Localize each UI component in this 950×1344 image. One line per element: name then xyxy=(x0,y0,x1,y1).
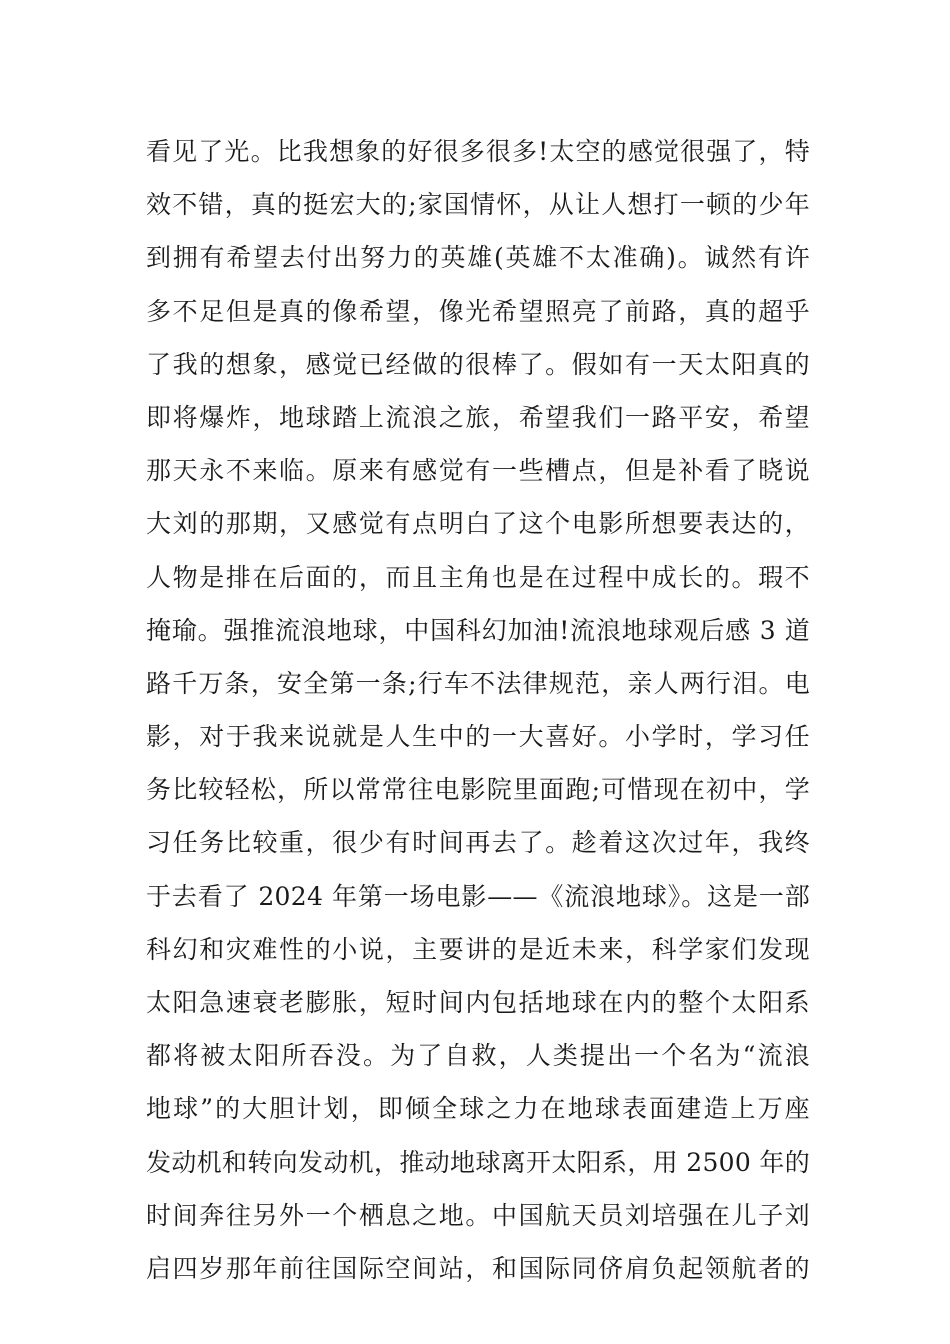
text-line: 习任务比较重，很少有时间再去了。趁着这次过年，我终 xyxy=(146,828,810,858)
text-line: 影，对于我来说就是人生中的一大喜好。小学时，学习任 xyxy=(146,722,810,752)
text-line: 看见了光。比我想象的好很多很多!太空的感觉很强了，特 xyxy=(146,137,810,166)
text-line: 多不足但是真的像希望，像光希望照亮了前路，真的超乎 xyxy=(146,296,810,326)
text-line: 于去看了 2024 年第一场电影——《流浪地球》。这是一部 xyxy=(146,881,810,911)
text-line: 即将爆炸，地球踏上流浪之旅，希望我们一路平安，希望 xyxy=(146,402,810,432)
text-line: 时间奔往另外一个栖息之地。中国航天员刘培强在儿子刘 xyxy=(146,1200,810,1230)
text-line: 那天永不来临。原来有感觉有一些槽点，但是补看了晓说 xyxy=(146,456,810,486)
text-line: 地球”的大胆计划，即倾全球之力在地球表面建造上万座 xyxy=(146,1094,810,1124)
text-line: 务比较轻松，所以常常往电影院里面跑;可惜现在初中，学 xyxy=(146,775,810,805)
text-line: 都将被太阳所吞没。为了自救，人类提出一个名为“流浪 xyxy=(146,1041,810,1071)
text-line: 人物是排在后面的，而且主角也是在过程中成长的。瑕不 xyxy=(146,562,810,592)
text-line: 启四岁那年前往国际空间站，和国际同侪肩负起领航者的 xyxy=(146,1253,810,1283)
body-text xyxy=(146,125,810,1295)
text-line: 发动机和转向发动机，推动地球离开太阳系，用 2500 年的 xyxy=(146,1147,810,1177)
text-line: 效不错，真的挺宏大的;家国情怀，从让人想打一顿的少年 xyxy=(146,190,810,220)
text-line: 掩瑜。强推流浪地球，中国科幻加油!流浪地球观后感 3 道 xyxy=(146,615,810,645)
text-line: 太阳急速衰老膨胀，短时间内包括地球在内的整个太阳系 xyxy=(146,988,810,1017)
text-line: 大刘的那期，又感觉有点明白了这个电影所想要表达的， xyxy=(146,509,810,539)
text-line: 科幻和灾难性的小说，主要讲的是近未来，科学家们发现 xyxy=(146,934,810,964)
text-line: 了我的想象，感觉已经做的很棒了。假如有一天太阳真的 xyxy=(146,349,810,379)
text-line: 路千万条，安全第一条;行车不法律规范，亲人两行泪。电 xyxy=(146,668,810,698)
text-line: 到拥有希望去付出努力的英雄(英雄不太准确)。诚然有许 xyxy=(146,243,810,273)
